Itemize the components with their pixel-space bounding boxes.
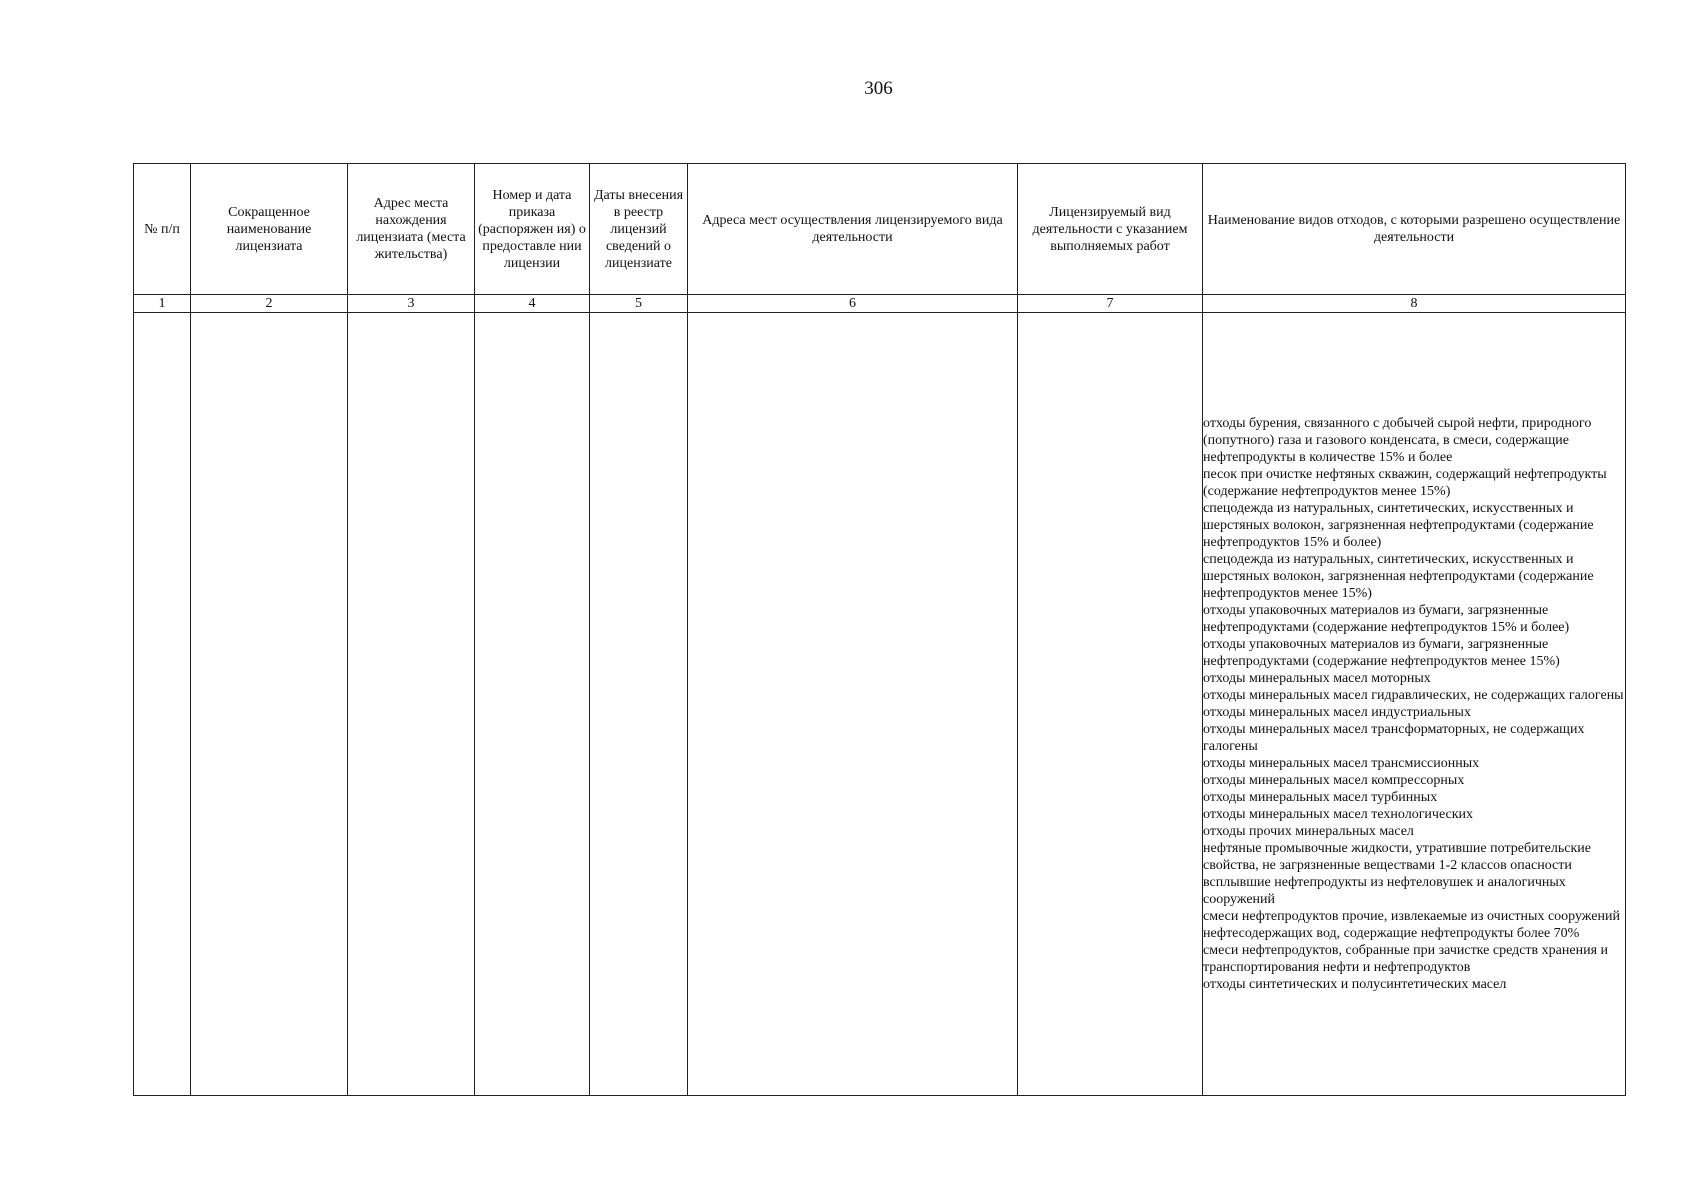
header-order-number-date: Номер и дата приказа (распоряжен ия) о предоставле нии лицензии — [475, 164, 590, 295]
column-number: 7 — [1018, 295, 1203, 313]
waste-type-item: отходы минеральных масел трансформаторных, не содержащих галогены — [1203, 722, 1585, 754]
column-number: 8 — [1203, 295, 1626, 313]
waste-type-item: отходы бурения, связанного с добычей сырой нефти, природного (попутного) газа и газового конденсата, в смеси, содержащие нефтепродукты в количестве 15% и более — [1203, 416, 1592, 465]
waste-type-item: отходы синтетических и полусинтетических масел — [1203, 977, 1507, 992]
waste-type-item: смеси нефтепродуктов, собранные при зачистке средств хранения и транспортирования нефти и нефтепродуктов — [1203, 943, 1608, 975]
table-row — [134, 313, 1626, 1096]
column-number: 1 — [134, 295, 191, 313]
column-number-row — [134, 295, 1626, 313]
waste-type-item: отходы минеральных масел технологических — [1203, 807, 1474, 822]
waste-type-item: отходы минеральных масел индустриальных — [1203, 705, 1471, 720]
header-activity-addresses: Адреса мест осуществления лицензируемого вида деятельности — [688, 164, 1018, 295]
waste-type-item: отходы упаковочных материалов из бумаги, загрязненные нефтепродуктами (содержание нефтепродуктов 15% и более) — [1203, 603, 1570, 635]
header-licensed-activity: Лицензируемый вид деятельности с указанием выполняемых работ — [1018, 164, 1203, 295]
cell-licensee-address — [348, 313, 475, 1096]
waste-type-item: отходы упаковочных материалов из бумаги, загрязненные нефтепродуктами (содержание нефтепродуктов менее 15%) — [1203, 637, 1560, 669]
waste-type-item: смеси нефтепродуктов прочие, извлекаемые из очистных сооружений нефтесодержащих вод, содержащие нефтепродукты более 70% — [1203, 909, 1620, 941]
cell-order-number-date — [475, 313, 590, 1096]
license-registry-table — [133, 163, 1626, 1096]
column-number: 4 — [475, 295, 590, 313]
waste-type-item: отходы минеральных масел гидравлических, не содержащих галогены — [1203, 688, 1624, 703]
header-registry-dates: Даты внесения в реестр лицензий сведений о лицензиате — [590, 164, 688, 295]
cell-registry-dates — [590, 313, 688, 1096]
waste-type-item: отходы минеральных масел турбинных — [1203, 790, 1438, 805]
column-number: 3 — [348, 295, 475, 313]
waste-type-item: песок при очистке нефтяных скважин, содержащий нефтепродукты (содержание нефтепродуктов менее 15%) — [1203, 467, 1607, 499]
column-number: 2 — [191, 295, 348, 313]
waste-type-item: всплывшие нефтепродукты из нефтеловушек и аналогичных сооружений — [1203, 875, 1566, 907]
waste-type-item: отходы минеральных масел трансмиссионных — [1203, 756, 1480, 771]
waste-type-item: отходы минеральных масел компрессорных — [1203, 773, 1465, 788]
waste-type-item: спецодежда из натуральных, синтетических, искусственных и шерстяных волокон, загрязненная нефтепродуктами (содержание нефтепродуктов 15% и более) — [1203, 501, 1594, 550]
page-number: 306 — [864, 78, 893, 99]
header-licensee-name: Сокращенное наименование лицензиата — [191, 164, 348, 295]
waste-type-item: отходы прочих минеральных масел — [1203, 824, 1414, 839]
column-number: 6 — [688, 295, 1018, 313]
cell-activity-addresses — [688, 313, 1018, 1096]
table-header-row — [134, 164, 1626, 295]
cell-number — [134, 313, 191, 1096]
header-licensee-address: Адрес места нахождения лицензиата (места жительства) — [348, 164, 475, 295]
cell-licensed-activity — [1018, 313, 1203, 1096]
header-number: № п/п — [134, 164, 191, 295]
header-waste-types: Наименование видов отходов, с которыми разрешено осуществление деятельности — [1203, 164, 1626, 295]
waste-type-item: отходы минеральных масел моторных — [1203, 671, 1431, 686]
column-number: 5 — [590, 295, 688, 313]
waste-type-item: нефтяные промывочные жидкости, утратившие потребительские свойства, не загрязненные веществами 1-2 классов опасности — [1203, 841, 1591, 873]
cell-waste-types — [1203, 313, 1626, 1096]
cell-licensee-name — [191, 313, 348, 1096]
waste-type-item: спецодежда из натуральных, синтетических, искусственных и шерстяных волокон, загрязненная нефтепродуктами (содержание нефтепродуктов менее 15%) — [1203, 552, 1594, 601]
